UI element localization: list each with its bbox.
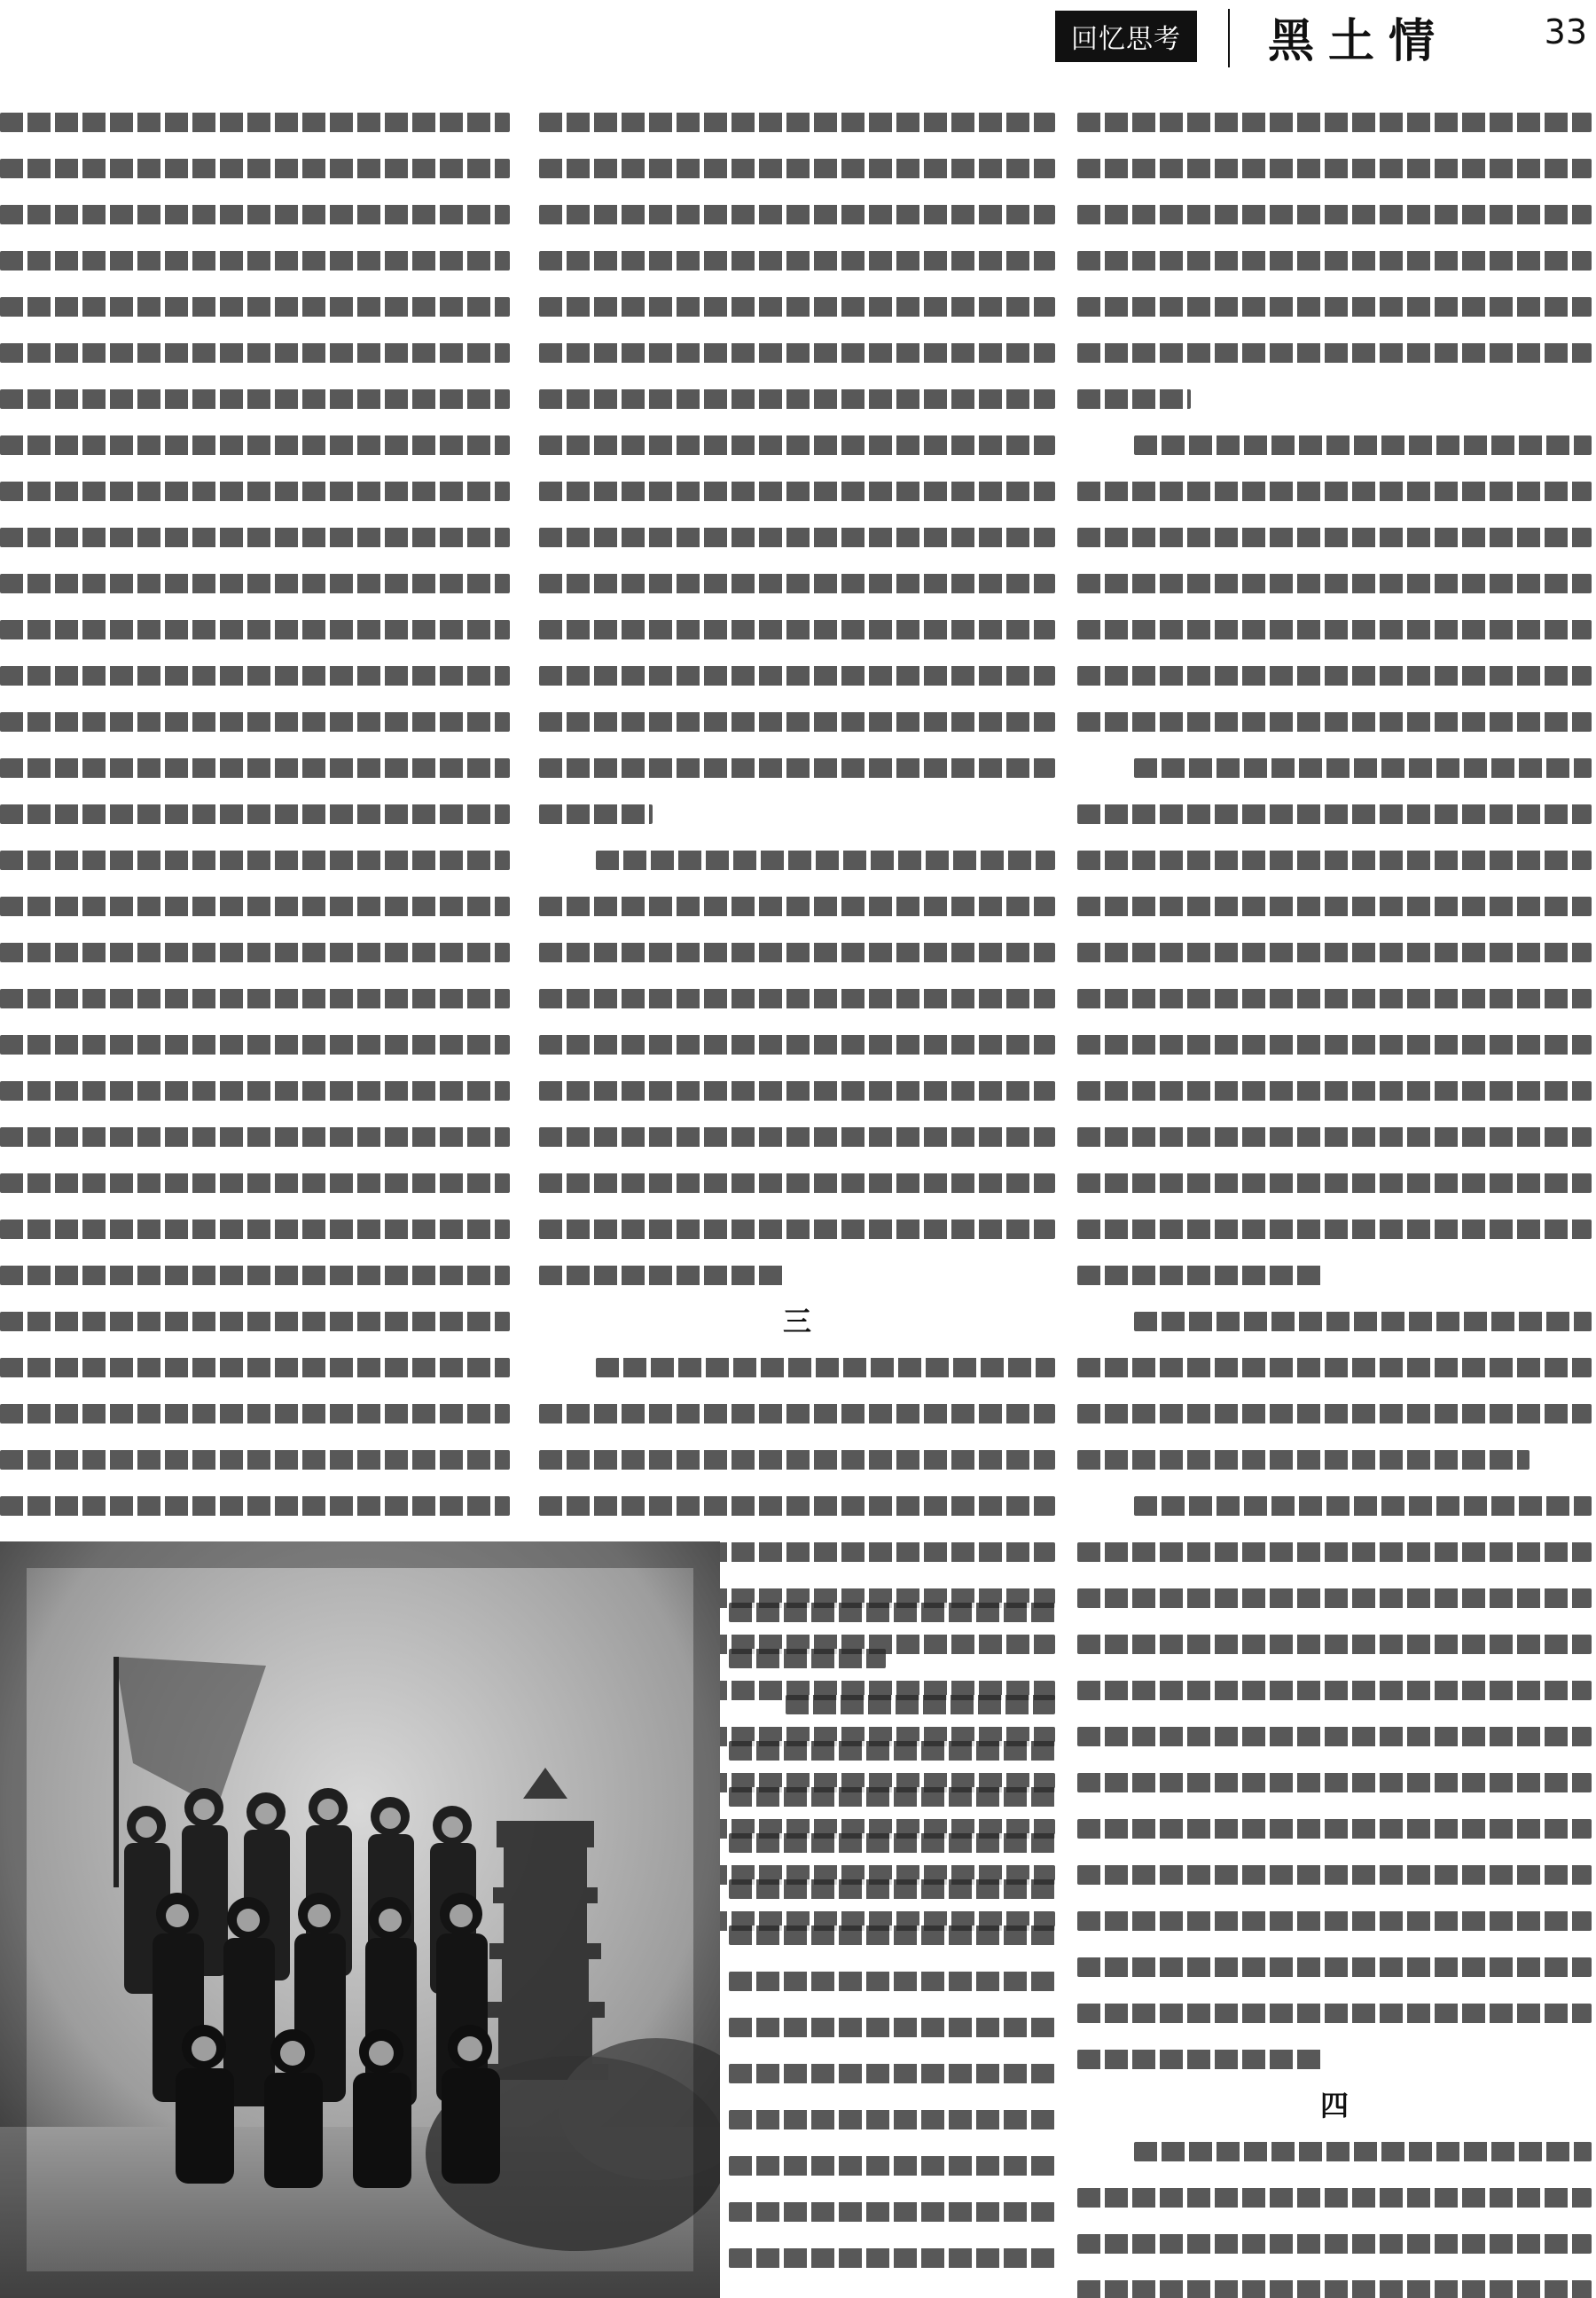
column-1 bbox=[0, 99, 510, 1536]
paragraph bbox=[1077, 1483, 1592, 2082]
section-heading-four: 四 bbox=[1319, 2089, 1349, 2122]
paragraph bbox=[1077, 745, 1592, 1298]
paragraph bbox=[1077, 2129, 1592, 2298]
page-number: 33 bbox=[1544, 12, 1587, 51]
paragraph bbox=[1077, 1298, 1592, 1483]
group-photo-with-pagoda-icon bbox=[0, 1541, 720, 2298]
section-heading-three: 三 bbox=[782, 1305, 811, 1338]
paragraph bbox=[1077, 99, 1592, 422]
section-tag: 回忆思考 bbox=[1055, 11, 1197, 62]
column-2-wrap bbox=[729, 1589, 1055, 2298]
group-photo bbox=[0, 1541, 720, 2298]
magazine-logo: 黑土情 bbox=[1268, 14, 1450, 68]
header-divider bbox=[1228, 9, 1230, 67]
paragraph bbox=[0, 99, 510, 1529]
paragraph bbox=[539, 837, 1055, 1298]
paragraph bbox=[729, 1589, 1055, 1682]
paragraph bbox=[539, 99, 1055, 837]
paragraph bbox=[729, 1682, 1055, 2281]
page-header bbox=[0, 0, 1596, 71]
paragraph bbox=[1077, 422, 1592, 745]
column-3 bbox=[1077, 99, 1592, 2298]
